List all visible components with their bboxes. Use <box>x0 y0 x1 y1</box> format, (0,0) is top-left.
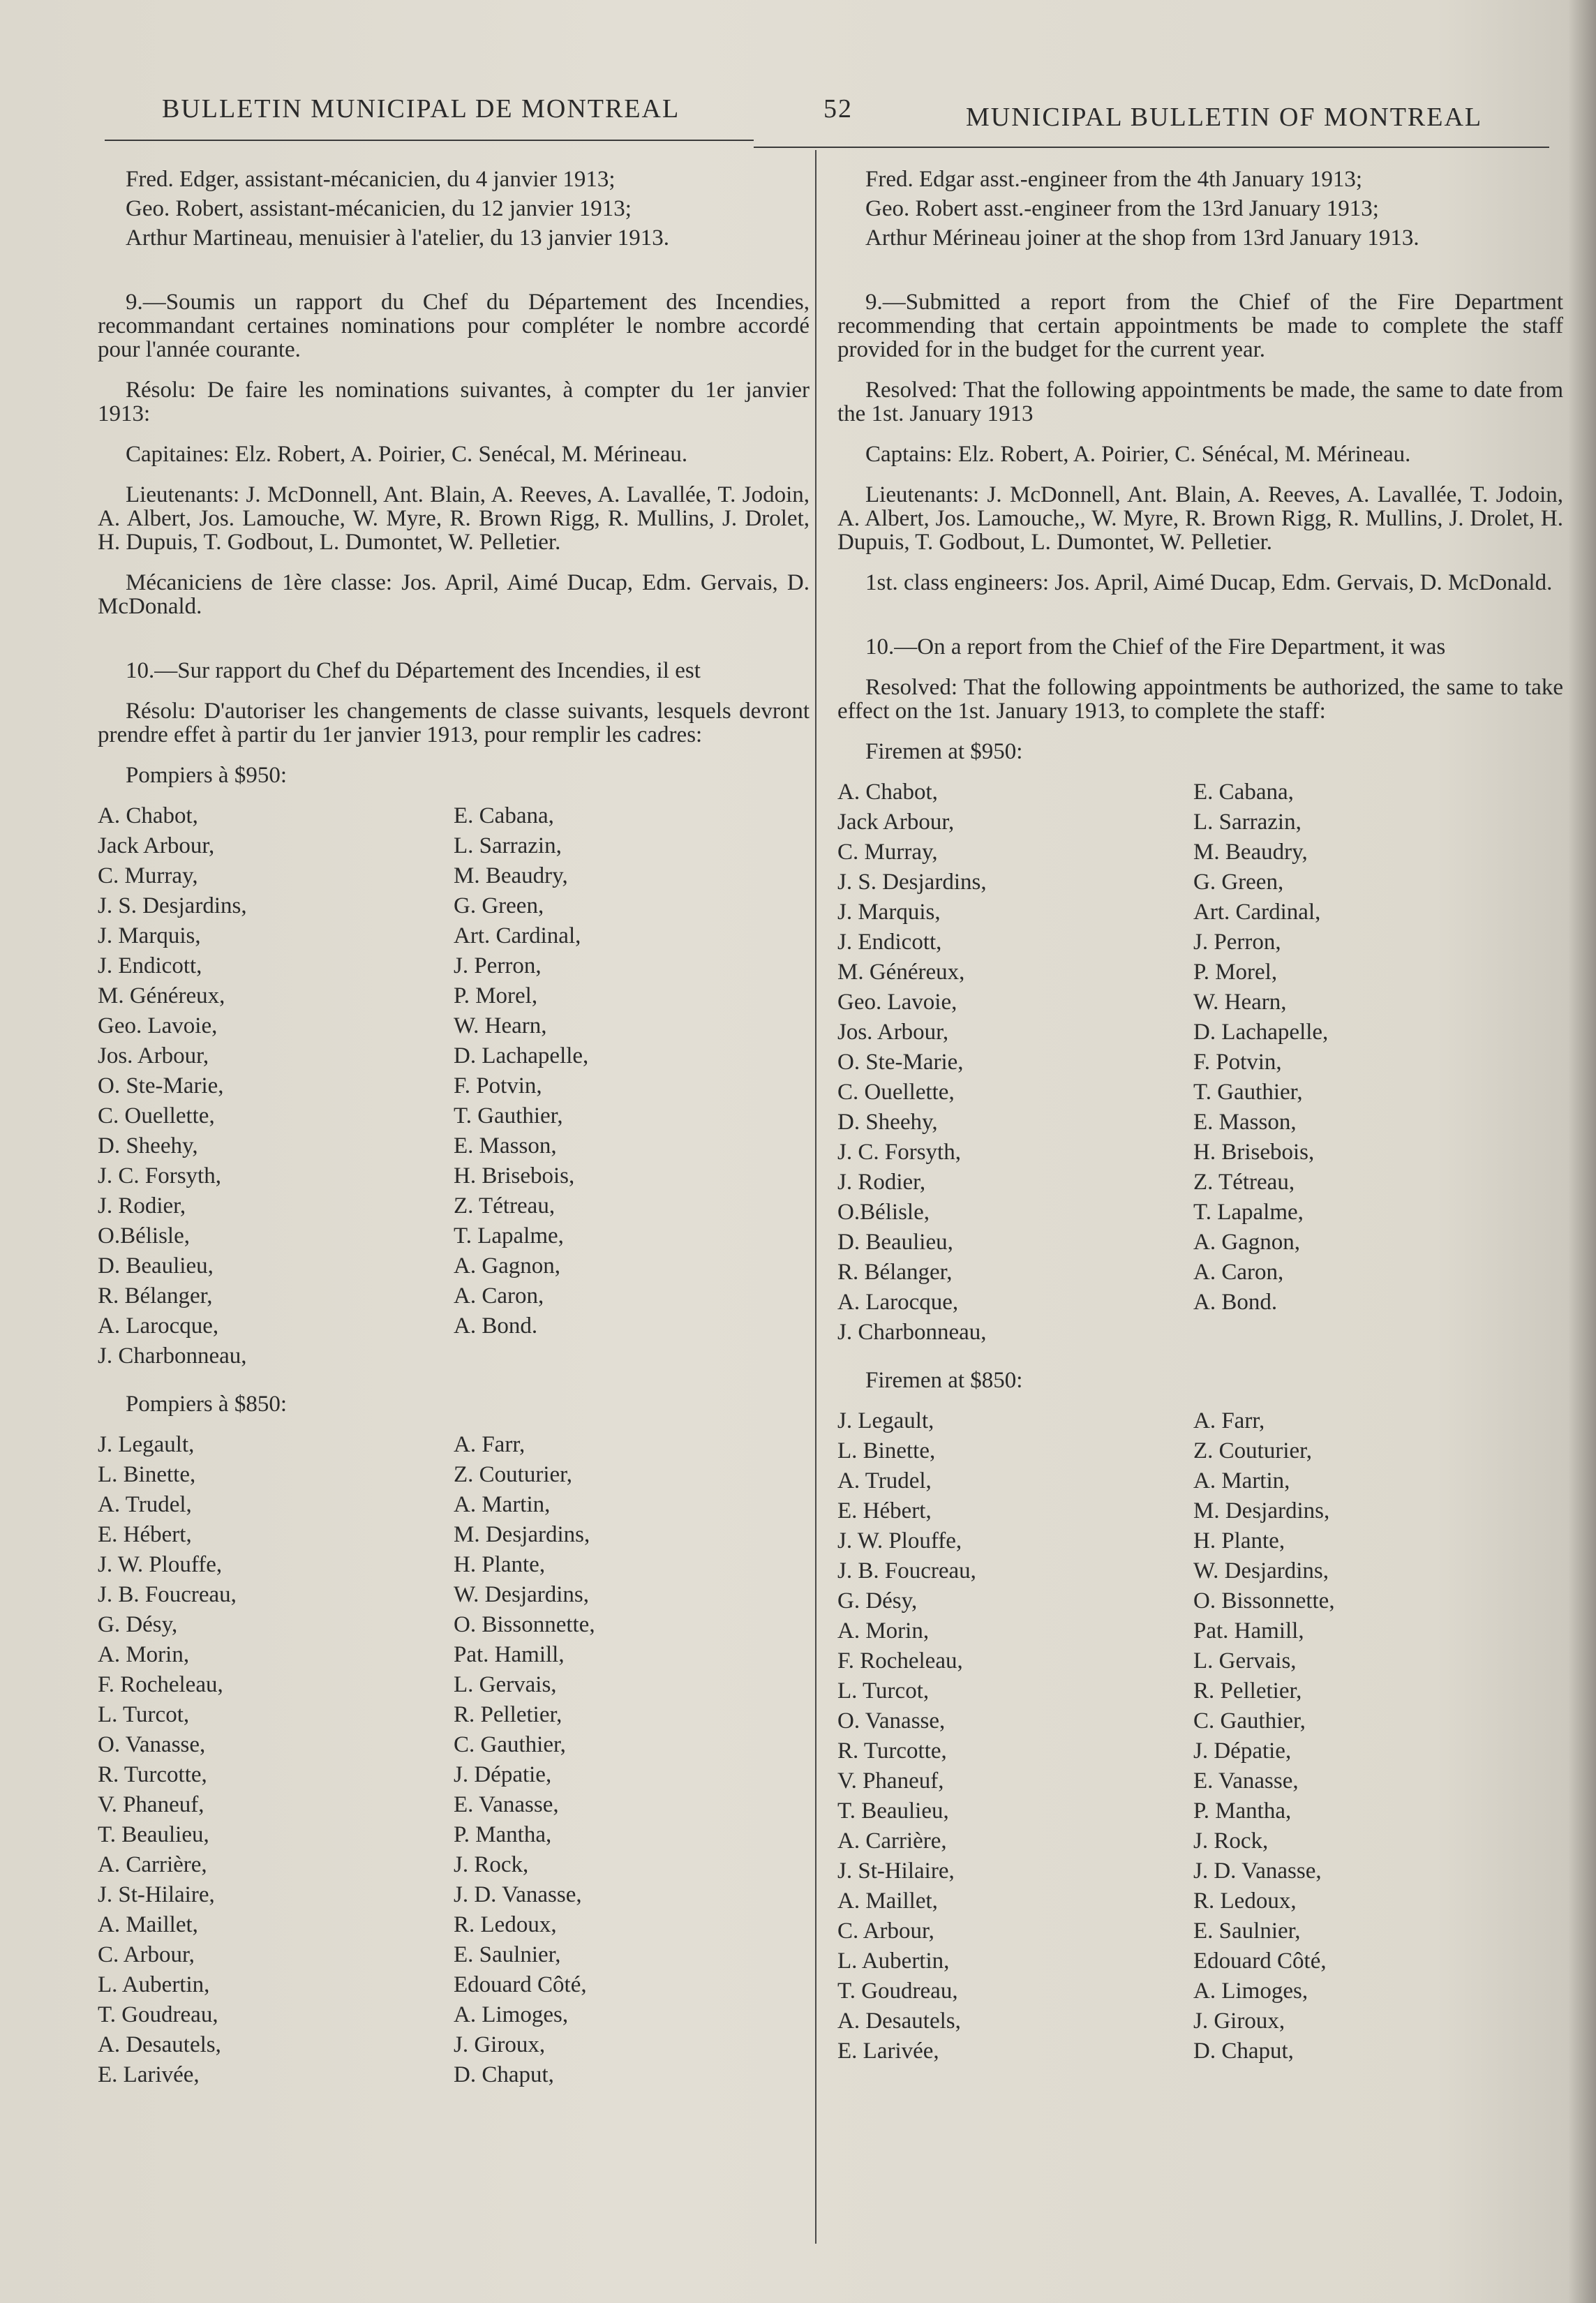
fireman-name: H. Plante, <box>1193 1528 1285 1553</box>
fireman-name: E. Larivée, <box>837 2039 939 2064</box>
fireman-name: J. St-Hilaire, <box>98 1882 215 1907</box>
fireman-name: F. Potvin, <box>1193 1050 1282 1075</box>
fireman-name: O. Bissonnette, <box>1193 1588 1335 1613</box>
fireman-name: J. Rodier, <box>837 1170 926 1195</box>
fireman-name: M. Généreux, <box>837 960 965 985</box>
fireman-name: T. Gauthier, <box>454 1103 563 1128</box>
fireman-name: O.Bélisle, <box>837 1200 930 1225</box>
fireman-name: Z. Tétreau, <box>1193 1170 1295 1195</box>
en-para-2: Geo. Robert asst.-engineer from the 13rd January 1913; <box>865 196 1379 221</box>
en-names-850-left <box>837 1406 1193 2066</box>
fireman-name: D. Beaulieu, <box>98 1253 214 1279</box>
fireman-name: R. Ledoux, <box>454 1912 557 1937</box>
fireman-name: A. Larocque, <box>98 1313 219 1339</box>
fr-para-2: Geo. Robert, assistant-mécanicien, du 12 janvier 1913; <box>126 196 632 221</box>
fireman-name: V. Phaneuf, <box>98 1792 204 1817</box>
fireman-name: M. Généreux, <box>98 983 225 1008</box>
fireman-name: L. Binette, <box>837 1438 936 1463</box>
en-para-4: 9.—Submitted a report from the Chief of the Fire Department recommending that certain appointments be made to complete the staff provided for in the budget for the current year. <box>837 290 1563 362</box>
column-divider <box>815 150 816 2244</box>
fr-names-850-right <box>454 1430 810 2090</box>
fireman-name: J. Legault, <box>837 1408 934 1433</box>
fireman-name: E. Cabana, <box>454 803 554 828</box>
fr-names-950 <box>98 801 810 1371</box>
fireman-name: J. Legault, <box>98 1432 195 1457</box>
fireman-name: A. Desautels, <box>98 2032 221 2057</box>
fr-names-950-right <box>454 801 810 1371</box>
fireman-name: Pat. Hamill, <box>1193 1618 1304 1644</box>
fireman-name: C. Arbour, <box>837 1918 934 1944</box>
header-title-english: MUNICIPAL BULLETIN OF MONTREAL <box>966 103 1483 132</box>
fireman-name: O.Bélisle, <box>98 1223 190 1249</box>
fireman-name: J. C. Forsyth, <box>98 1163 221 1188</box>
fireman-name: D. Chaput, <box>454 2062 554 2087</box>
fireman-name: A. Gagnon, <box>454 1253 561 1279</box>
fireman-name: M. Desjardins, <box>454 1522 590 1547</box>
fireman-name: J. C. Forsyth, <box>837 1140 961 1165</box>
fireman-name: Edouard Côté, <box>454 1972 587 1997</box>
fr-para-6: Capitaines: Elz. Robert, A. Poirier, C. Senécal, M. Mérineau. <box>126 442 688 467</box>
fireman-name: R. Turcotte, <box>837 1738 947 1764</box>
fr-para-8: Mécaniciens de 1ère classe: Jos. April, Aimé Ducap, Edm. Gervais, D. McDonald. <box>98 570 810 619</box>
fireman-name: A. Martin, <box>1193 1468 1290 1493</box>
fireman-name: W. Desjardins, <box>454 1582 590 1607</box>
fireman-name: Jos. Arbour, <box>98 1043 209 1068</box>
fireman-name: J. B. Foucreau, <box>98 1582 237 1607</box>
fireman-name: R. Bélanger, <box>98 1283 213 1309</box>
fireman-name: Z. Couturier, <box>454 1462 573 1487</box>
fireman-name: J. Charbonneau, <box>837 1320 987 1345</box>
fireman-name: C. Gauthier, <box>1193 1708 1306 1734</box>
fireman-name: J. Rodier, <box>98 1193 186 1218</box>
fireman-name: Jos. Arbour, <box>837 1020 949 1045</box>
fireman-name: M. Beaudry, <box>454 863 568 888</box>
fireman-name: R. Pelletier, <box>454 1702 562 1727</box>
fireman-name: Z. Tétreau, <box>454 1193 555 1218</box>
fireman-name: R. Ledoux, <box>1193 1888 1297 1914</box>
fr-names-950-left <box>98 801 454 1371</box>
fireman-name: F. Rocheleau, <box>837 1648 963 1674</box>
fireman-name: Z. Couturier, <box>1193 1438 1313 1463</box>
english-column <box>837 167 1563 2087</box>
fireman-name: W. Desjardins, <box>1193 1558 1329 1583</box>
fr-names-850 <box>98 1430 810 2090</box>
fireman-name: A. Trudel, <box>837 1468 932 1493</box>
fireman-name: A. Martin, <box>454 1492 551 1517</box>
fireman-name: P. Mantha, <box>454 1822 552 1847</box>
fireman-name: A. Morin, <box>98 1642 190 1667</box>
fr-para-10: Résolu: D'autoriser les changements de classe suivants, lesquels devront prendre effet à partir du 1er janvier 1913, pour remplir les cadres: <box>98 699 810 747</box>
fireman-name: R. Pelletier, <box>1193 1678 1302 1704</box>
fireman-name: P. Mantha, <box>1193 1798 1292 1824</box>
fireman-name: E. Saulnier, <box>454 1942 561 1967</box>
fireman-name: A. Maillet, <box>837 1888 938 1914</box>
fireman-name: Jack Arbour, <box>837 810 955 835</box>
fireman-name: M. Beaudry, <box>1193 840 1308 865</box>
fr-names-850-left <box>98 1430 454 2090</box>
fireman-name: C. Ouellette, <box>837 1080 955 1105</box>
fireman-name: A. Maillet, <box>98 1912 198 1937</box>
fireman-name: V. Phaneuf, <box>837 1768 944 1794</box>
fireman-name: Geo. Lavoie, <box>837 990 957 1015</box>
fireman-name: J. Dépatie, <box>1193 1738 1292 1764</box>
en-names-950-left <box>837 777 1193 1348</box>
fireman-name: A. Larocque, <box>837 1290 959 1315</box>
en-para-5: Resolved: That the following appointments be made, the same to date from the 1st. January 1913 <box>837 378 1563 426</box>
fireman-name: D. Lachapelle, <box>1193 1020 1329 1045</box>
en-para-3: Arthur Mérineau joiner at the shop from 13rd January 1913. <box>865 225 1419 251</box>
fireman-name: J. Perron, <box>454 953 542 978</box>
fireman-name: L. Turcot, <box>98 1702 190 1727</box>
fireman-name: D. Sheehy, <box>837 1110 938 1135</box>
fireman-name: A. Caron, <box>1193 1260 1284 1285</box>
fireman-name: O. Vanasse, <box>837 1708 946 1734</box>
fireman-name: J. W. Plouffe, <box>98 1552 223 1577</box>
fireman-name: J. Rock, <box>1193 1828 1269 1854</box>
fireman-name: L. Aubertin, <box>98 1972 210 1997</box>
fireman-name: L. Turcot, <box>837 1678 930 1704</box>
fireman-name: T. Goudreau, <box>98 2002 218 2027</box>
en-para-7: Lieutenants: J. McDonnell, Ant. Blain, A. Reeves, A. Lavallée, T. Jodoin, A. Albert, Jos. Lamouche,, W. Myre, R. Brown Rigg, R. Mullins, J. Drolet, H. Dupuis, T. Godbout, L. Dumontet, W. Pelletier. <box>837 482 1563 555</box>
fireman-name: G. Green, <box>1193 870 1284 895</box>
header-rule-left <box>105 140 754 141</box>
fireman-name: T. Beaulieu, <box>98 1822 209 1847</box>
fireman-name: A. Morin, <box>837 1618 930 1644</box>
fireman-name: T. Lapalme, <box>454 1223 564 1249</box>
header-rule-right <box>754 147 1549 148</box>
page-header <box>0 89 1596 131</box>
fireman-name: H. Plante, <box>454 1552 546 1577</box>
fireman-name: G. Désy, <box>837 1588 918 1613</box>
fireman-name: J. D. Vanasse, <box>454 1882 582 1907</box>
fireman-name: P. Morel, <box>454 983 538 1008</box>
fireman-name: C. Gauthier, <box>454 1732 566 1757</box>
fireman-name: T. Lapalme, <box>1193 1200 1304 1225</box>
fireman-name: Geo. Lavoie, <box>98 1013 218 1038</box>
fireman-name: E. Saulnier, <box>1193 1918 1301 1944</box>
fireman-name: A. Caron, <box>454 1283 544 1309</box>
fireman-name: A. Farr, <box>1193 1408 1265 1433</box>
fr-heading-950: Pompiers à $950: <box>126 763 287 788</box>
fireman-name: A. Gagnon, <box>1193 1230 1301 1255</box>
fireman-name: O. Vanasse, <box>98 1732 206 1757</box>
en-para-6: Captains: Elz. Robert, A. Poirier, C. Sénécal, M. Mérineau. <box>865 442 1411 467</box>
en-names-950-right <box>1193 777 1549 1348</box>
en-para-8: 1st. class engineers: Jos. April, Aimé Ducap, Edm. Gervais, D. McDonald. <box>865 570 1553 595</box>
en-heading-950: Firemen at $950: <box>865 739 1023 764</box>
en-para-10: Resolved: That the following appointments be authorized, the same to take effect on the 1st. January 1913, to complete the staff: <box>837 675 1563 724</box>
fireman-name: A. Farr, <box>454 1432 525 1457</box>
header-title-french: BULLETIN MUNICIPAL DE MONTREAL <box>162 94 680 124</box>
fireman-name: Art. Cardinal, <box>454 923 581 948</box>
fireman-name: J. Endicott, <box>837 930 942 955</box>
fireman-name: L. Gervais, <box>454 1672 557 1697</box>
fireman-name: O. Ste-Marie, <box>98 1073 224 1098</box>
fireman-name: D. Chaput, <box>1193 2039 1294 2064</box>
fireman-name: J. S. Desjardins, <box>837 870 987 895</box>
fireman-name: J. Marquis, <box>837 900 941 925</box>
fireman-name: R. Bélanger, <box>837 1260 953 1285</box>
page-edge-shadow <box>1568 0 1596 2303</box>
fireman-name: J. Endicott, <box>98 953 202 978</box>
fireman-name: E. Vanasse, <box>1193 1768 1299 1794</box>
fireman-name: O. Ste-Marie, <box>837 1050 964 1075</box>
fireman-name: C. Murray, <box>98 863 198 888</box>
fireman-name: L. Gervais, <box>1193 1648 1297 1674</box>
fireman-name: F. Potvin, <box>454 1073 542 1098</box>
fireman-name: A. Bond. <box>454 1313 538 1339</box>
fireman-name: J. Marquis, <box>98 923 201 948</box>
fireman-name: E. Vanasse, <box>454 1792 559 1817</box>
fr-para-9: 10.—Sur rapport du Chef du Département des Incendies, il est <box>126 658 701 683</box>
fireman-name: A. Chabot, <box>98 803 198 828</box>
fireman-name: J. Rock, <box>454 1852 529 1877</box>
fr-para-7: Lieutenants: J. McDonnell, Ant. Blain, A. Reeves, A. Lavallée, T. Jodoin, A. Albert, Jos. Lamouche, W. Myre, R. Brown Rigg, R. Mullins, J. Drolet, H. Dupuis, T. Godbout, L. Dumontet, W. Pelletier. <box>98 482 810 555</box>
fireman-name: D. Lachapelle, <box>454 1043 589 1068</box>
fireman-name: Pat. Hamill, <box>454 1642 565 1667</box>
fireman-name: A. Desautels, <box>837 2008 961 2034</box>
fireman-name: A. Trudel, <box>98 1492 192 1517</box>
fireman-name: E. Cabana, <box>1193 780 1294 805</box>
fireman-name: P. Morel, <box>1193 960 1278 985</box>
en-names-850 <box>837 1406 1563 2066</box>
fireman-name: H. Brisebois, <box>1193 1140 1315 1165</box>
fireman-name: E. Hébert, <box>98 1522 192 1547</box>
fireman-name: J. D. Vanasse, <box>1193 1858 1322 1884</box>
fireman-name: C. Murray, <box>837 840 938 865</box>
fireman-name: H. Brisebois, <box>454 1163 575 1188</box>
fireman-name: A. Carrière, <box>98 1852 207 1877</box>
fr-para-4: 9.—Soumis un rapport du Chef du Département des Incendies, recommandant certaines nominations pour compléter le nombre accordé pour l'année courante. <box>98 290 810 362</box>
fireman-name: J. S. Desjardins, <box>98 893 247 918</box>
fireman-name: E. Masson, <box>1193 1110 1297 1135</box>
fireman-name: L. Binette, <box>98 1462 196 1487</box>
fireman-name: D. Beaulieu, <box>837 1230 953 1255</box>
fireman-name: Jack Arbour, <box>98 833 215 858</box>
en-para-9: 10.—On a report from the Chief of the Fire Department, it was <box>865 634 1446 659</box>
fireman-name: L. Sarrazin, <box>454 833 562 858</box>
en-names-950 <box>837 777 1563 1348</box>
fireman-name: M. Desjardins, <box>1193 1498 1330 1523</box>
fireman-name: A. Limoges, <box>454 2002 569 2027</box>
en-names-850-right <box>1193 1406 1549 2066</box>
fireman-name: T. Gauthier, <box>1193 1080 1303 1105</box>
fireman-name: D. Sheehy, <box>98 1133 198 1158</box>
fireman-name: Edouard Côté, <box>1193 1948 1327 1974</box>
fr-para-3: Arthur Martineau, menuisier à l'atelier, du 13 janvier 1913. <box>126 225 669 251</box>
fireman-name: E. Hébert, <box>837 1498 932 1523</box>
fireman-name: L. Aubertin, <box>837 1948 950 1974</box>
fireman-name: J. Giroux, <box>454 2032 546 2057</box>
fireman-name: L. Sarrazin, <box>1193 810 1302 835</box>
fireman-name: C. Ouellette, <box>98 1103 215 1128</box>
french-column <box>98 167 810 2111</box>
fireman-name: E. Masson, <box>454 1133 557 1158</box>
fireman-name: J. St-Hilaire, <box>837 1858 955 1884</box>
en-para-1: Fred. Edgar asst.-engineer from the 4th January 1913; <box>865 167 1363 192</box>
fireman-name: E. Larivée, <box>98 2062 200 2087</box>
fireman-name: J. Dépatie, <box>454 1762 552 1787</box>
fireman-name: J. Perron, <box>1193 930 1281 955</box>
fireman-name: A. Chabot, <box>837 780 938 805</box>
fireman-name: W. Hearn, <box>454 1013 547 1038</box>
fireman-name: J. W. Plouffe, <box>837 1528 962 1553</box>
fireman-name: T. Beaulieu, <box>837 1798 949 1824</box>
fireman-name: R. Turcotte, <box>98 1762 207 1787</box>
fireman-name: Art. Cardinal, <box>1193 900 1321 925</box>
fireman-name: W. Hearn, <box>1193 990 1287 1015</box>
fireman-name: J. B. Foucreau, <box>837 1558 976 1583</box>
fireman-name: F. Rocheleau, <box>98 1672 223 1697</box>
fr-para-1: Fred. Edger, assistant-mécanicien, du 4 janvier 1913; <box>126 167 616 192</box>
fireman-name: J. Charbonneau, <box>98 1343 247 1369</box>
fireman-name: C. Arbour, <box>98 1942 195 1967</box>
fireman-name: O. Bissonnette, <box>454 1612 595 1637</box>
fireman-name: J. Giroux, <box>1193 2008 1285 2034</box>
fireman-name: A. Limoges, <box>1193 1978 1308 2004</box>
fr-para-5: Résolu: De faire les nominations suivantes, à compter du 1er janvier 1913: <box>98 378 810 426</box>
fireman-name: A. Carrière, <box>837 1828 947 1854</box>
fireman-name: G. Désy, <box>98 1612 178 1637</box>
fireman-name: A. Bond. <box>1193 1290 1278 1315</box>
page-number: 52 <box>823 94 853 124</box>
en-heading-850: Firemen at $850: <box>865 1368 1023 1393</box>
fireman-name: G. Green, <box>454 893 544 918</box>
fr-heading-850: Pompiers à $850: <box>126 1392 287 1417</box>
fireman-name: T. Goudreau, <box>837 1978 958 2004</box>
